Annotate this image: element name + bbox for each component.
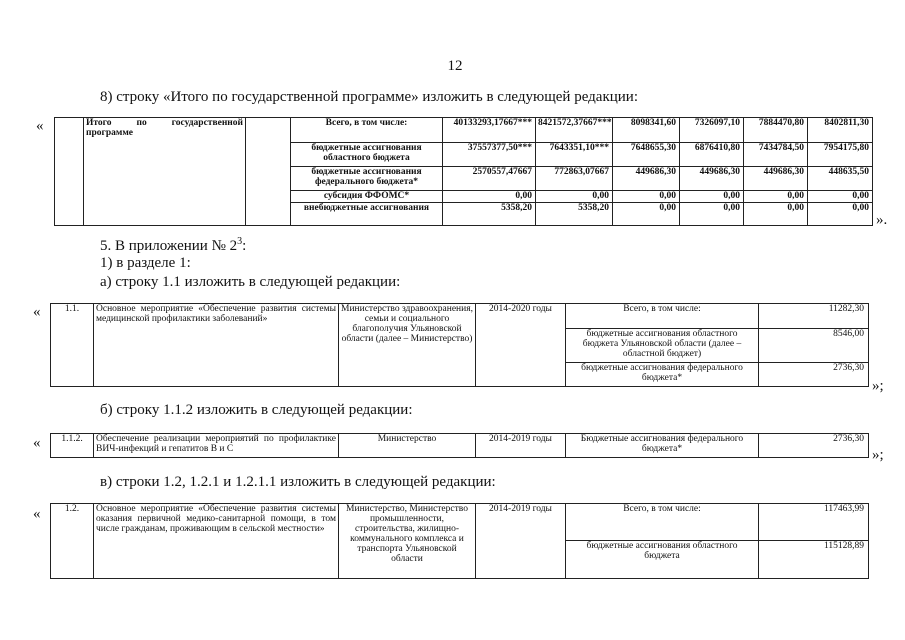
cell: 8421572,37667*** [536,118,613,143]
cell: 7884470,80 [744,118,808,143]
funding-source: бюджетные ассигнования федерального бюджета* [566,363,759,387]
funding-value: 11282,30 [759,304,869,329]
cell: 449686,30 [744,167,808,191]
cell: 0,00 [744,203,808,226]
table-row [51,504,869,541]
cell: 37557377,50*** [443,143,536,167]
cell: 6876410,80 [680,143,744,167]
cell: 448635,50 [808,167,873,191]
subsection-b: б) строку 1.1.2 изложить в следующей редакции: [100,402,413,418]
period: 2014-2020 годы [476,304,566,387]
open-quote: « [36,118,44,134]
cell: 5358,20 [443,203,536,226]
cell: 8402811,30 [808,118,873,143]
subsection-a: а) строку 1.1 изложить в следующей редакции: [100,274,401,290]
section8-heading: 8) строку «Итого по государственной программе» изложить в следующей редакции: [100,89,638,105]
cell: 0,00 [613,191,680,203]
activity-name: Обеспечение реализации мероприятий по профилактике ВИЧ-инфекций и гепатитов В и С [94,434,339,458]
executor: Министерство здравоохранения, семьи и социального благополучия Ульяновской области (далее – Министерство) [339,304,476,387]
funding-value: 115128,89 [759,541,869,579]
cell: 2570557,47667 [443,167,536,191]
open-quote: « [33,304,41,320]
funding-value: 2736,30 [759,363,869,387]
funding-source: Всего, в том числе: [566,504,759,541]
row-label: внебюджетные ассигнования [291,203,443,226]
funding-value: 2736,30 [759,434,869,458]
row-1-1-table [50,303,869,387]
cell: 7326097,10 [680,118,744,143]
program-label: Итого по государственной программе [84,118,246,226]
funding-source: Бюджетные ассигнования федерального бюджета* [566,434,759,458]
cell: 449686,30 [680,167,744,191]
activity-name: Основное мероприятие «Обеспечение развития системы медицинской профилактики заболеваний» [94,304,339,387]
cell: 772863,07667 [536,167,613,191]
cell: 0,00 [680,191,744,203]
funding-source: бюджетные ассигнования областного бюджета Ульяновской области (далее – областной бюджет) [566,329,759,363]
cell: 449686,30 [613,167,680,191]
cell: 7434784,50 [744,143,808,167]
table-row [51,304,869,329]
cell: 0,00 [808,191,873,203]
activity-name: Основное мероприятие «Обеспечение развития системы оказания первичной медико-санитарной помощи, в том числе гражданам, проживающим в сельской местности» [94,504,339,579]
table-row [55,118,873,143]
subsection-1: 1) в разделе 1: [100,255,191,271]
executor: Министерство, Министерство промышленности, строительства, жилищно-коммунального комплекса и транспорта Ульяновской области [339,504,476,579]
row-number: 1.1. [51,304,94,387]
row-label: Всего, в том числе: [291,118,443,143]
cell: 0,00 [680,203,744,226]
close-quote: ». [876,212,888,228]
funding-value: 8546,00 [759,329,869,363]
cell: 7954175,80 [808,143,873,167]
cell: 0,00 [443,191,536,203]
close-quote: »; [872,447,884,463]
funding-source: бюджетные ассигнования областного бюджета [566,541,759,579]
row-number: 1.1.2. [51,434,94,458]
funding-source: Всего, в том числе: [566,304,759,329]
period: 2014-2019 годы [476,434,566,458]
cell: 8098341,60 [613,118,680,143]
close-quote: »; [872,378,884,394]
row-number: 1.2. [51,504,94,579]
cell: 0,00 [744,191,808,203]
section5-heading: 5. В приложении № $2^3$: [100,236,247,254]
period: 2014-2019 годы [476,504,566,579]
cell: 7648655,30 [613,143,680,167]
program-total-table [54,117,873,226]
open-quote: « [33,506,41,522]
row-label: бюджетные ассигнования федерального бюджета* [291,167,443,191]
cell: 7643351,10*** [536,143,613,167]
page-number: 12 [447,58,463,74]
funding-value: 117463,99 [759,504,869,541]
cell: 0,00 [808,203,873,226]
row-label: бюджетные ассигнования областного бюджета [291,143,443,167]
open-quote: « [33,435,41,451]
table-row [51,434,869,458]
row-label: субсидия ФФОМС* [291,191,443,203]
cell: 5358,20 [536,203,613,226]
row-1-2-table [50,503,869,579]
executor: Министерство [339,434,476,458]
subsection-v: в) строки 1.2, 1.2.1 и 1.2.1.1 изложить в следующей редакции: [100,474,496,490]
cell: 0,00 [536,191,613,203]
cell: 40133293,17667*** [443,118,536,143]
row-1-1-2-table [50,433,869,458]
cell: 0,00 [613,203,680,226]
